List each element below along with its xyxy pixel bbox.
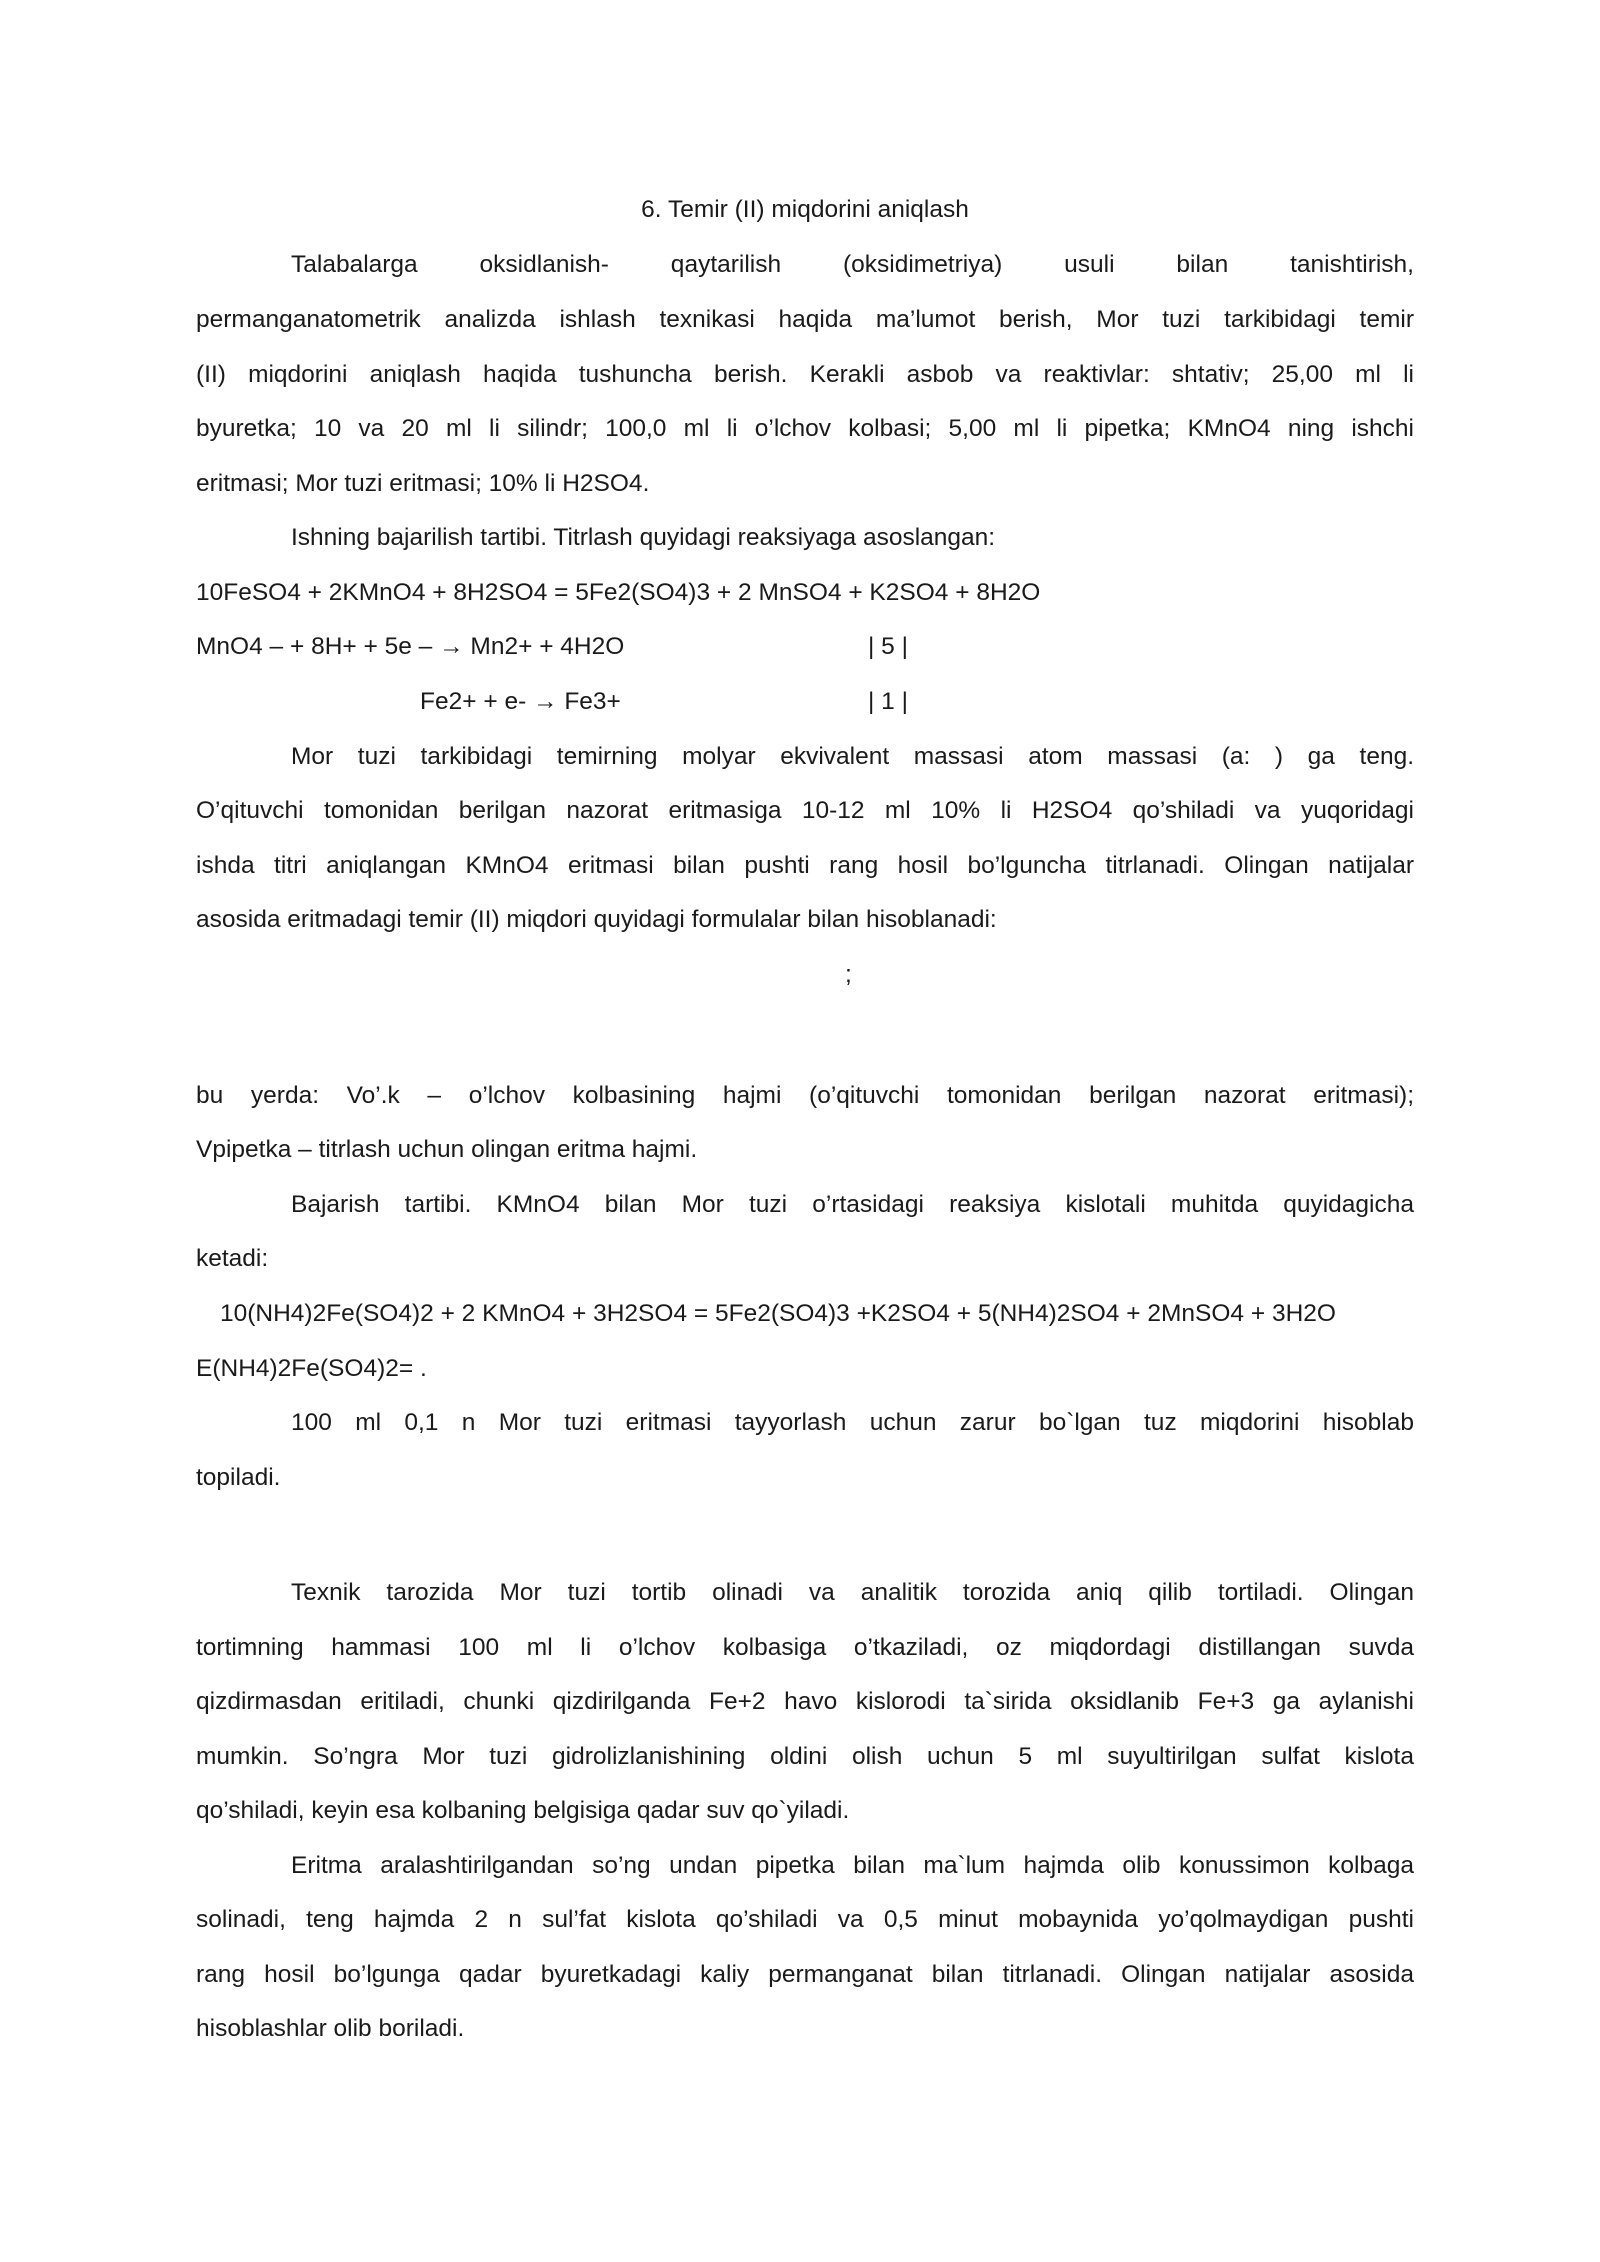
intro-line-3: (II) miqdorini aniqlash haqida tushuncha berish. Kerakli asbob va reaktivlar: shtativ; 25,00 ml li: [196, 361, 1414, 388]
weighing-line-3: qizdirmasdan eritiladi, chunki qizdirilganda Fe+2 havo kislorodi ta`sirida oksidlanib Fe+3 ga aylanishi: [196, 1688, 1414, 1715]
execution-line-1: Bajarish tartibi. KMnO4 bilan Mor tuzi o’rtasidagi reaksiya kislotali muhitda quyidagicha: [291, 1191, 1414, 1218]
intro-line-4: byuretka; 10 va 20 ml li silindr; 100,0 ml li o’lchov kolbasi; 5,00 ml li pipetka; KMnO4 ning ishchi: [196, 415, 1414, 442]
intro-line-2: permanganatometrik analizda ishlash texnikasi haqida ma’lumot berish, Mor tuzi tarkibidagi temir: [196, 306, 1414, 333]
where-line-1: bu yerda: Vo’.k – o’lchov kolbasining hajmi (o’qituvchi tomonidan berilgan nazorat eritmasi);: [196, 1082, 1414, 1109]
half-reaction-2-coefficient: | 1 |: [868, 688, 908, 715]
procedure-intro: Ishning bajarilish tartibi. Titrlash quyidagi reaksiyaga asoslangan:: [291, 524, 996, 551]
reaction-equation-1: 10FeSO4 + 2KMnO4 + 8H2SO4 = 5Fe2(SO4)3 + 2 MnSO4 + K2SO4 + 8H2O: [196, 579, 1041, 606]
weighing-line-1: Texnik tarozida Mor tuzi tortib olinadi va analitik torozida aniq qilib tortiladi. Olingan: [291, 1579, 1414, 1606]
intro-line-5: eritmasi; Mor tuzi eritmasi; 10% li H2SO4.: [196, 470, 650, 497]
titration-line-3: rang hosil bo’lgunga qadar byuretkadagi kaliy permanganat bilan titrlanadi. Olingan natijalar asosida: [196, 1961, 1414, 1988]
formula-separator: ;: [845, 961, 852, 988]
mor-paragraph-line-2: O’qituvchi tomonidan berilgan nazorat eritmasiga 10-12 ml 10% li H2SO4 qo’shiladi va yuqoridagi: [196, 797, 1414, 824]
half-reaction-2: Fe2+ + e- → Fe3+: [420, 688, 621, 715]
mor-paragraph-line-4: asosida eritmadagi temir (II) miqdori quyidagi formulalar bilan hisoblanadi:: [196, 906, 997, 933]
preparation-line-2: topiladi.: [196, 1464, 281, 1491]
intro-line-1: Talabalarga oksidlanish- qaytarilish (oksidimetriya) usuli bilan tanishtirish,: [291, 251, 1414, 278]
where-line-2: Vpipetka – titrlash uchun olingan eritma hajmi.: [196, 1136, 698, 1163]
preparation-line-1: 100 ml 0,1 n Mor tuzi eritmasi tayyorlash uchun zarur bo`lgan tuz miqdorini hisoblab: [291, 1409, 1414, 1436]
half-reaction-1: MnO4 – + 8H+ + 5e – → Mn2+ + 4H2O: [196, 633, 625, 660]
titration-line-1: Eritma aralashtirilgandan so’ng undan pipetka bilan ma`lum hajmda olib konussimon kolbaga: [291, 1852, 1414, 1879]
titration-line-2: solinadi, teng hajmda 2 n sul’fat kislota qo’shiladi va 0,5 minut mobaynida yo’qolmaydigan pushti: [196, 1906, 1414, 1933]
reaction-equation-2: 10(NH4)2Fe(SO4)2 + 2 KMnO4 + 3H2SO4 = 5Fe2(SO4)3 +K2SO4 + 5(NH4)2SO4 + 2MnSO4 + 3H2O: [220, 1300, 1336, 1327]
mor-paragraph-line-1: Mor tuzi tarkibidagi temirning molyar ekvivalent massasi atom massasi (a: ) ga teng.: [291, 743, 1414, 770]
half-reaction-1-coefficient: | 5 |: [868, 633, 908, 660]
page-title: 6. Temir (II) miqdorini aniqlash: [641, 196, 969, 223]
weighing-line-4: mumkin. So’ngra Mor tuzi gidrolizlanishining oldini olish uchun 5 ml suyultirilgan sulfat kislota: [196, 1743, 1414, 1770]
equivalent-mass: E(NH4)2Fe(SO4)2= .: [196, 1355, 427, 1382]
execution-line-2: ketadi:: [196, 1245, 269, 1272]
weighing-line-5: qo’shiladi, keyin esa kolbaning belgisiga qadar suv qo`yiladi.: [196, 1797, 850, 1824]
titration-line-4: hisoblashlar olib boriladi.: [196, 2015, 465, 2042]
weighing-line-2: tortimning hammasi 100 ml li o’lchov kolbasiga o’tkaziladi, oz miqdordagi distillangan suvda: [196, 1634, 1414, 1661]
mor-paragraph-line-3: ishda titri aniqlangan KMnO4 eritmasi bilan pushti rang hosil bo’lguncha titrlanadi. Olingan natijalar: [196, 852, 1414, 879]
